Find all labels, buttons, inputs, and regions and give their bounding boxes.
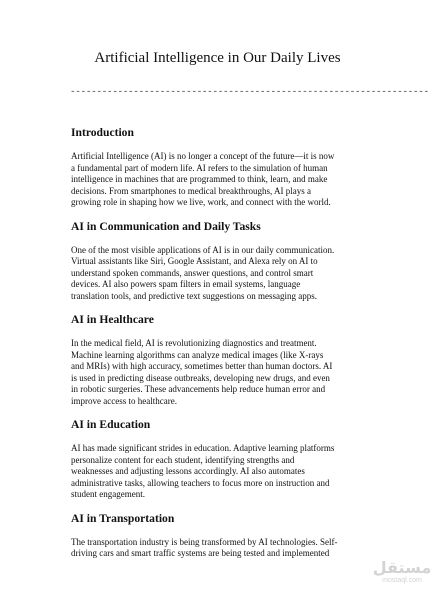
section-heading: Introduction [71, 126, 134, 139]
section-paragraph [71, 537, 376, 560]
watermark-arabic: مستقل [372, 558, 432, 577]
paragraph-line: student engagement. [71, 489, 145, 499]
document-body [71, 126, 376, 571]
document-title: Artificial Intelligence in Our Daily Lives [94, 50, 341, 66]
section-paragraph [71, 443, 376, 501]
paragraph-line: and MRIs) with high accuracy, sometimes better than human doctors. AI [71, 361, 333, 371]
section-heading: AI in Education [71, 418, 151, 431]
paragraph-line: growing role in shaping how we live, work, and connect with the world. [71, 197, 331, 207]
title-separator: -------------------------------------------------------------------- [70, 86, 429, 97]
paragraph-line: understand spoken commands, answer questions, and control smart [71, 267, 314, 278]
section-introduction [71, 126, 376, 209]
section-communication [71, 220, 376, 303]
section-healthcare [71, 313, 376, 407]
paragraph-line: decisions. From smartphones to medical breakthroughs, AI plays a [71, 185, 311, 196]
section-paragraph [71, 151, 376, 209]
watermark-latin: mostaql.com [382, 577, 422, 584]
paragraph-line: is used in predicting disease outbreaks, developing new drugs, and even [71, 372, 330, 383]
paragraph-line: devices. AI also powers spam filters in email systems, language [71, 279, 301, 289]
paragraph-line: personalize content for each student, identifying strengths and [71, 454, 295, 465]
paragraph-line: weaknesses and adjusting lessons accordingly. AI also automates [71, 466, 305, 476]
paragraph-line: improve access to healthcare. [71, 395, 177, 406]
paragraph-line: driving cars and smart traffic systems are being tested and implemented [71, 548, 330, 558]
paragraph-line: administrative tasks, allowing teachers to focus more on instruction and [71, 477, 330, 488]
section-paragraph [71, 245, 376, 303]
paragraph-line: intelligence in machines that are programmed to think, learn, and make [71, 174, 328, 184]
section-heading: AI in Communication and Daily Tasks [71, 219, 261, 233]
section-heading: AI in Transportation [71, 511, 175, 525]
paragraph-line: Machine learning algorithms can analyze medical images (like X-rays [71, 349, 324, 360]
section-heading: AI in Healthcare [71, 313, 154, 326]
paragraph-line: translation tools, and predictive text suggestions on messaging apps. [71, 290, 317, 301]
paragraph-line: Artificial Intelligence (AI) is no longer a concept of the future—it is now [71, 151, 335, 161]
paragraph-line: In the medical field, AI is revolutionizing diagnostics and treatment. [71, 338, 317, 348]
section-paragraph [71, 338, 376, 407]
paragraph-line: in robotic surgeries. These advancements help reduce human error and [71, 384, 326, 394]
paragraph-line: One of the most visible applications of AI is in our daily communication. [71, 244, 335, 255]
watermark-logo [372, 559, 432, 585]
paragraph-line: AI has made significant strides in education. Adaptive learning platforms [71, 443, 335, 453]
section-education [71, 418, 376, 501]
paragraph-line: a fundamental part of modern life. AI refers to the simulation of human [71, 162, 328, 173]
paragraph-line: Virtual assistants like Siri, Google Assistant, and Alexa rely on AI to [71, 256, 318, 266]
paragraph-line: The transportation industry is being transformed by AI technologies. Self- [71, 536, 338, 547]
section-transportation [71, 512, 376, 560]
